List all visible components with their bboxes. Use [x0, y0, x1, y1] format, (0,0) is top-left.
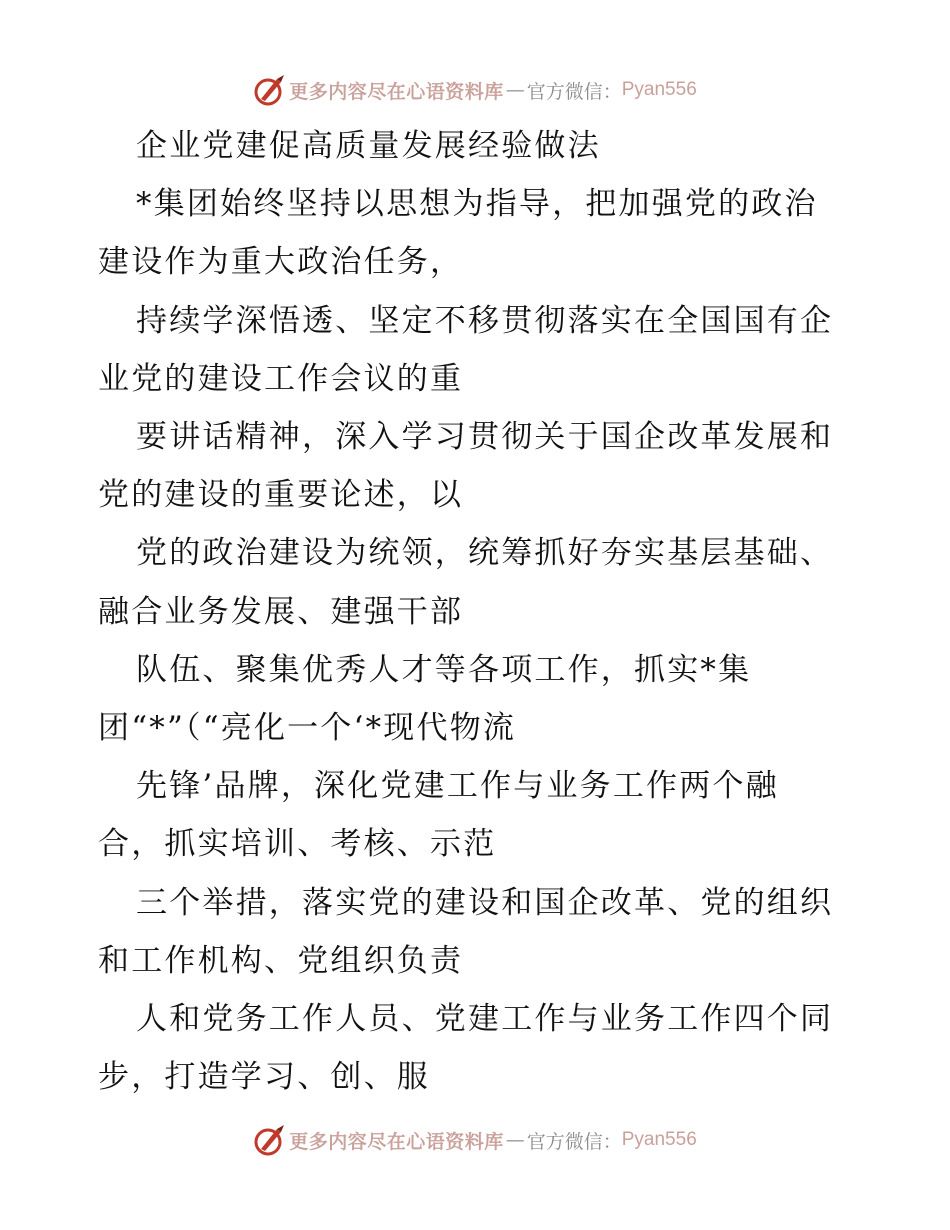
paragraph-line: 建设作为重大政治任务， — [98, 244, 464, 280]
paragraph-line: 党的建设的重要论述，以 — [98, 477, 464, 513]
banner-separator: — — [505, 1129, 525, 1151]
footer-banner — [0, 1120, 950, 1160]
banner-wechat-label: 官方微信： — [526, 80, 622, 103]
banner-wechat-id: Pyan556 — [621, 79, 697, 100]
banner-wechat-id: Pyan556 — [621, 1129, 697, 1150]
banner-wechat-label: 官方微信： — [526, 1130, 622, 1153]
paragraph-line: 要讲话精神，深入学习贯彻关于国企改革发展和 — [136, 419, 834, 455]
quill-logo-icon — [253, 1123, 287, 1157]
document-title: 企业党建促高质量发展经验做法 — [136, 128, 601, 164]
banner-title: 更多内容尽在心语资料库 — [289, 80, 504, 103]
paragraph-line: 队伍、聚集优秀人才等各项工作，抓实*集 — [136, 652, 752, 688]
banner-title: 更多内容尽在心语资料库 — [289, 1130, 504, 1153]
paragraph-line: 融合业务发展、建强干部 — [98, 594, 464, 630]
paragraph-line: 持续学深悟透、坚定不移贯彻落实在全国国有企 — [136, 303, 834, 339]
banner-separator: — — [505, 79, 525, 101]
paragraph-line: 先锋’品牌，深化党建工作与业务工作两个融 — [136, 768, 779, 804]
paragraph-line: 步，打造学习、创、服 — [98, 1059, 430, 1095]
paragraph-line: *集团始终坚持以思想为指导，把加强党的政治 — [136, 186, 818, 222]
paragraph-line: 和工作机构、党组织负责 — [98, 943, 464, 979]
quill-logo-icon — [253, 73, 287, 107]
paragraph-line: 党的政治建设为统领，统筹抓好夯实基层基础、 — [136, 535, 834, 571]
paragraph-line: 合，抓实培训、考核、示范 — [98, 826, 497, 862]
paragraph-line: 人和党务工作人员、党建工作与业务工作四个同 — [136, 1001, 834, 1037]
paragraph-line: 团“*”（“亮化一个‘*现代物流 — [98, 710, 517, 746]
paragraph-line: 业党的建设工作会议的重 — [98, 361, 464, 397]
header-banner — [0, 70, 950, 110]
paragraph-line: 三个举措，落实党的建设和国企改革、党的组织 — [136, 885, 834, 921]
